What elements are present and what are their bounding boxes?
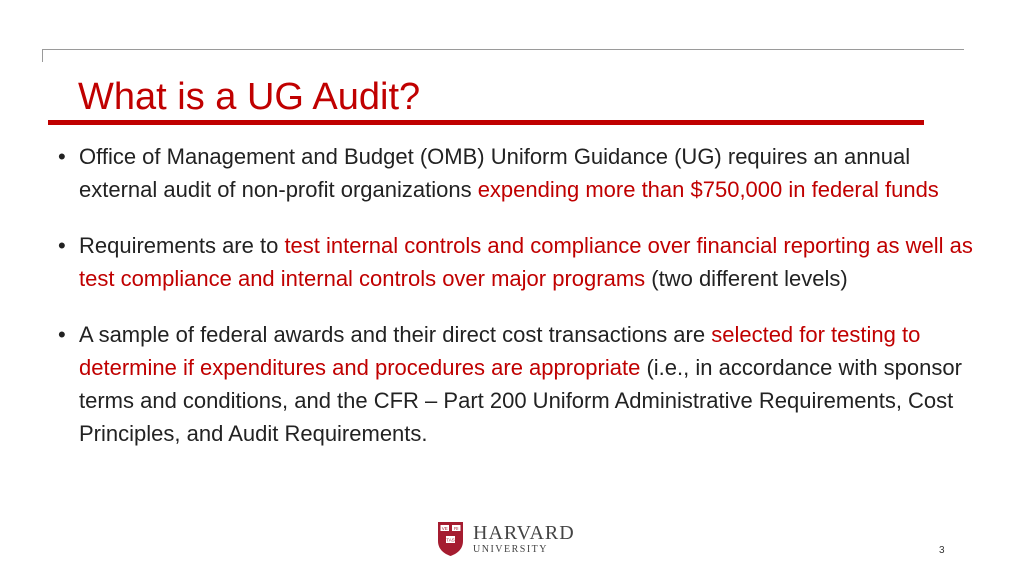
harvard-shield-icon	[437, 521, 464, 557]
page-number: 3	[939, 545, 945, 556]
top-rule-tick	[42, 49, 43, 62]
shield-text: VE	[441, 526, 448, 531]
slide-title: What is a UG Audit?	[78, 76, 421, 118]
shield-text: TAS	[446, 537, 455, 543]
bullet-text: A sample of federal awards and their direct cost transactions are	[79, 322, 712, 347]
bullet-highlight: test internal controls and compliance over financial reporting as well as test compliance and internal controls over major programs	[79, 233, 973, 291]
bullet-highlight: selected for testing to determine if expenditures and procedures are appropriate	[79, 322, 921, 380]
shield-text: RI	[454, 526, 459, 531]
bullet-marker: •	[58, 144, 66, 169]
logo-subtitle: UNIVERSITY	[473, 543, 548, 555]
bullet-item	[58, 140, 988, 206]
bullet-text: Requirements are to	[79, 233, 285, 258]
bullet-list	[58, 140, 988, 473]
top-rule	[42, 49, 964, 50]
bullet-highlight: expending more than $750,000 in federal funds	[477, 177, 939, 202]
bullet-item	[58, 318, 988, 450]
logo-wordmark	[473, 523, 575, 556]
harvard-logo	[437, 521, 575, 557]
bullet-marker: •	[58, 233, 66, 258]
title-underline	[48, 120, 924, 125]
bullet-text-end: (two different levels)	[645, 266, 848, 291]
logo-name: HARVARD	[473, 521, 575, 544]
bullet-marker: •	[58, 322, 66, 347]
bullet-text: Office of Management and Budget (OMB) Uniform Guidance (UG) requires an annual external audit of non-profit organizations	[79, 144, 911, 202]
bullet-text-end: (i.e., in accordance with sponsor terms and conditions, and the CFR – Part 200 Uniform Administrative Requirements, Cost Principles, and Audit Requirements.	[79, 355, 962, 446]
bullet-item	[58, 229, 988, 295]
